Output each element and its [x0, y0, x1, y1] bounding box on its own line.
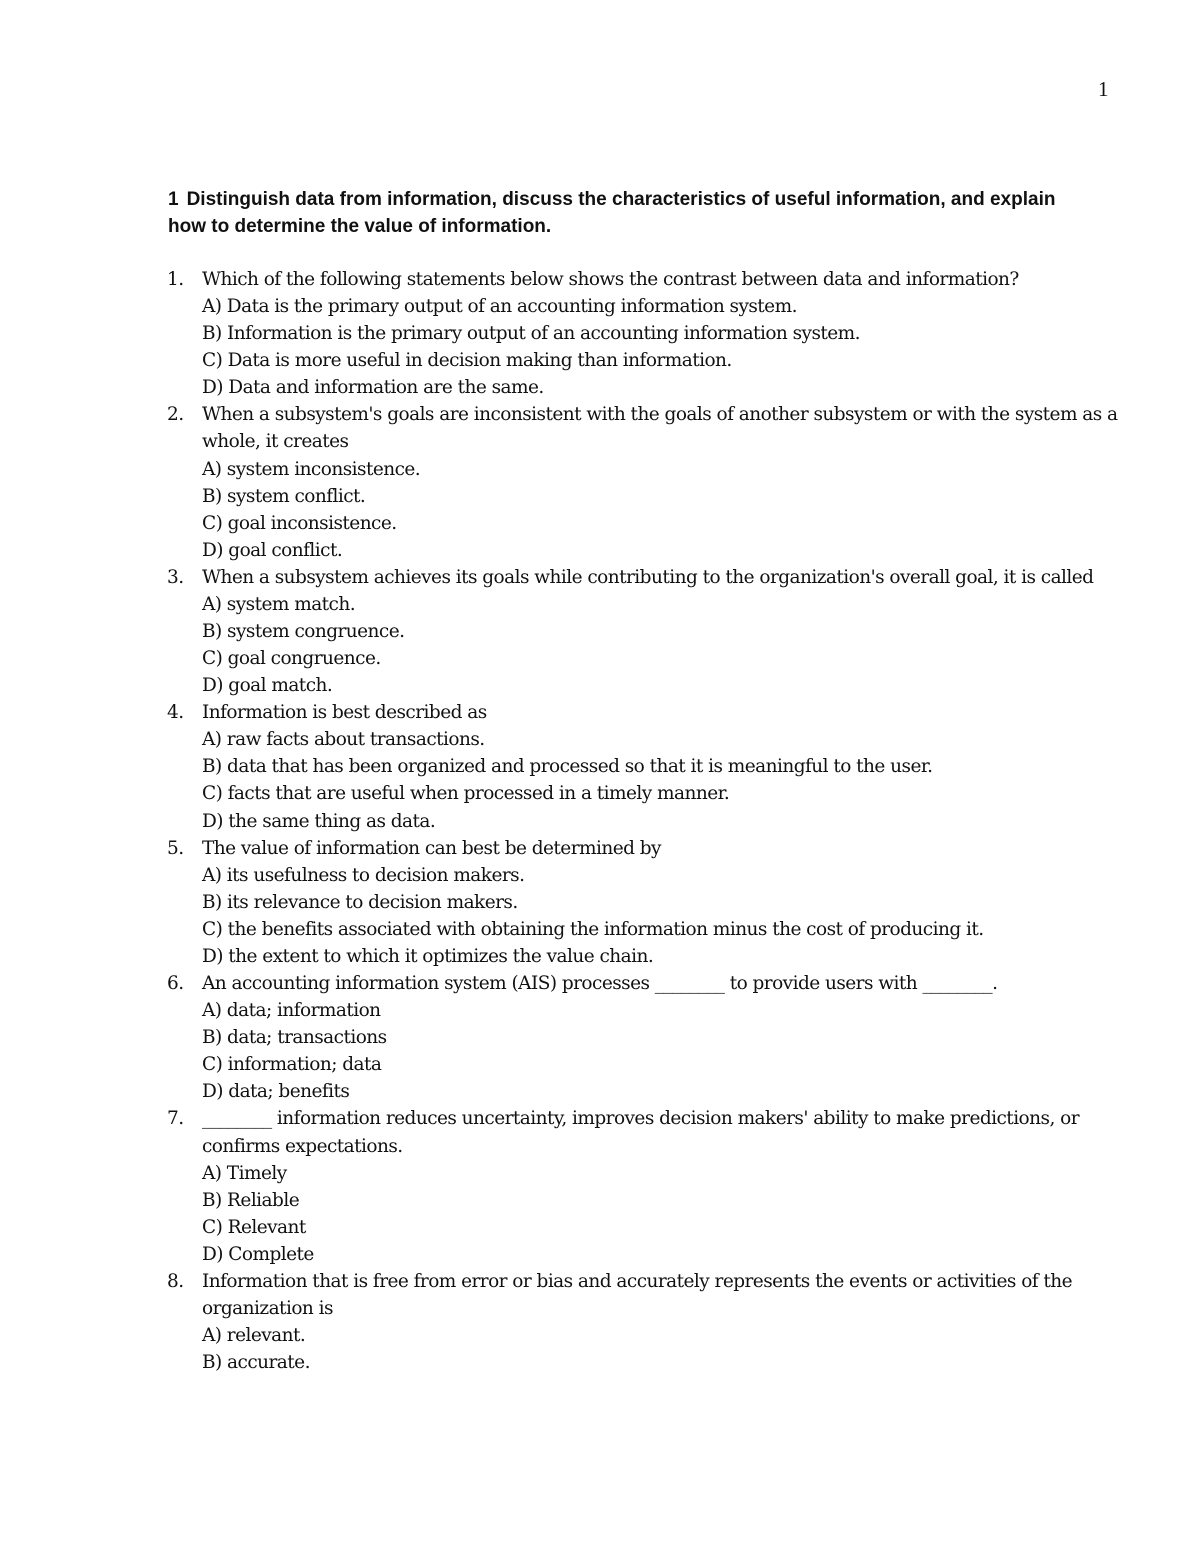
answer-option: D) Data and information are the same. — [202, 377, 544, 399]
answer-option: A) system inconsistence. — [202, 458, 421, 480]
answer-option: B) its relevance to decision makers. — [202, 891, 518, 913]
answer-option: D) the same thing as data. — [202, 810, 436, 832]
answer-option: D) Complete — [202, 1243, 314, 1265]
question-text: Information is best described as — [202, 702, 487, 724]
question-item — [0, 266, 1122, 401]
answer-option: D) goal match. — [202, 675, 333, 697]
answer-option: D) goal conflict. — [202, 539, 343, 561]
question-text: When a subsystem achieves its goals while contributing to the organization's overall goal, it is called — [202, 566, 1094, 588]
question-number: 1. — [167, 269, 184, 290]
answer-option: A) its usefulness to decision makers. — [202, 864, 525, 886]
question-item — [0, 970, 1122, 1105]
question-list — [0, 266, 1200, 1376]
page-number: 1 — [1098, 77, 1109, 101]
section-number: 1 — [168, 189, 179, 210]
question-number: 6. — [167, 973, 184, 995]
answer-option: A) relevant. — [202, 1325, 306, 1347]
section-title: Distinguish data from information, discuss the characteristics of useful information, and explain how to determine the value of information. — [168, 189, 1056, 237]
answer-option: A) Timely — [202, 1162, 287, 1184]
question-number: 5. — [167, 837, 184, 859]
question-item — [0, 699, 1122, 834]
answer-option: B) system congruence. — [202, 621, 405, 643]
question-text: Information that is free from error or bias and accurately represents the events or activities of the organization is — [202, 1270, 1073, 1319]
question-text: ________ information reduces uncertainty, improves decision makers' ability to make predictions, or confirms expectations. — [202, 1108, 1080, 1157]
question-item — [0, 1268, 1122, 1376]
answer-option: B) Reliable — [202, 1189, 300, 1211]
answer-option: C) goal congruence. — [202, 648, 381, 670]
answer-option: A) Data is the primary output of an accounting information system. — [202, 296, 797, 318]
answer-option: A) data; information — [202, 1000, 381, 1022]
answer-option: B) system conflict. — [202, 485, 366, 507]
answer-option: A) system match. — [202, 593, 356, 615]
question-text: An accounting information system (AIS) processes ________ to provide users with ________. — [202, 973, 998, 995]
question-item — [0, 564, 1122, 699]
question-number: 2. — [167, 404, 184, 426]
answer-option: B) Information is the primary output of an accounting information system. — [202, 323, 860, 345]
question-number: 3. — [167, 566, 184, 588]
answer-option: C) goal inconsistence. — [202, 512, 397, 534]
answer-option: D) data; benefits — [202, 1081, 350, 1103]
question-number: 8. — [167, 1270, 184, 1292]
question-item — [0, 835, 1122, 970]
answer-option: C) Data is more useful in decision making than information. — [202, 350, 732, 372]
question-text: The value of information can best be determined by — [202, 837, 661, 859]
answer-option: B) accurate. — [202, 1352, 310, 1374]
question-text: Which of the following statements below shows the contrast between data and information? — [202, 269, 1019, 290]
answer-option: C) the benefits associated with obtaining the information minus the cost of producing it. — [202, 918, 984, 940]
section-heading — [168, 186, 1098, 240]
question-number: 4. — [167, 702, 184, 724]
question-number: 7. — [167, 1108, 184, 1130]
answer-option: B) data that has been organized and processed so that it is meaningful to the user. — [202, 756, 933, 778]
answer-option: C) facts that are useful when processed in a timely manner. — [202, 783, 730, 805]
question-item — [0, 401, 1122, 563]
question-item — [0, 1105, 1122, 1267]
answer-option: A) raw facts about transactions. — [202, 729, 485, 751]
question-text: When a subsystem's goals are inconsistent with the goals of another subsystem or with the system as a whole, it creates — [202, 404, 1118, 453]
answer-option: C) Relevant — [202, 1216, 306, 1238]
answer-option: D) the extent to which it optimizes the value chain. — [202, 945, 654, 967]
answer-option: C) information; data — [202, 1054, 382, 1076]
answer-option: B) data; transactions — [202, 1027, 387, 1049]
